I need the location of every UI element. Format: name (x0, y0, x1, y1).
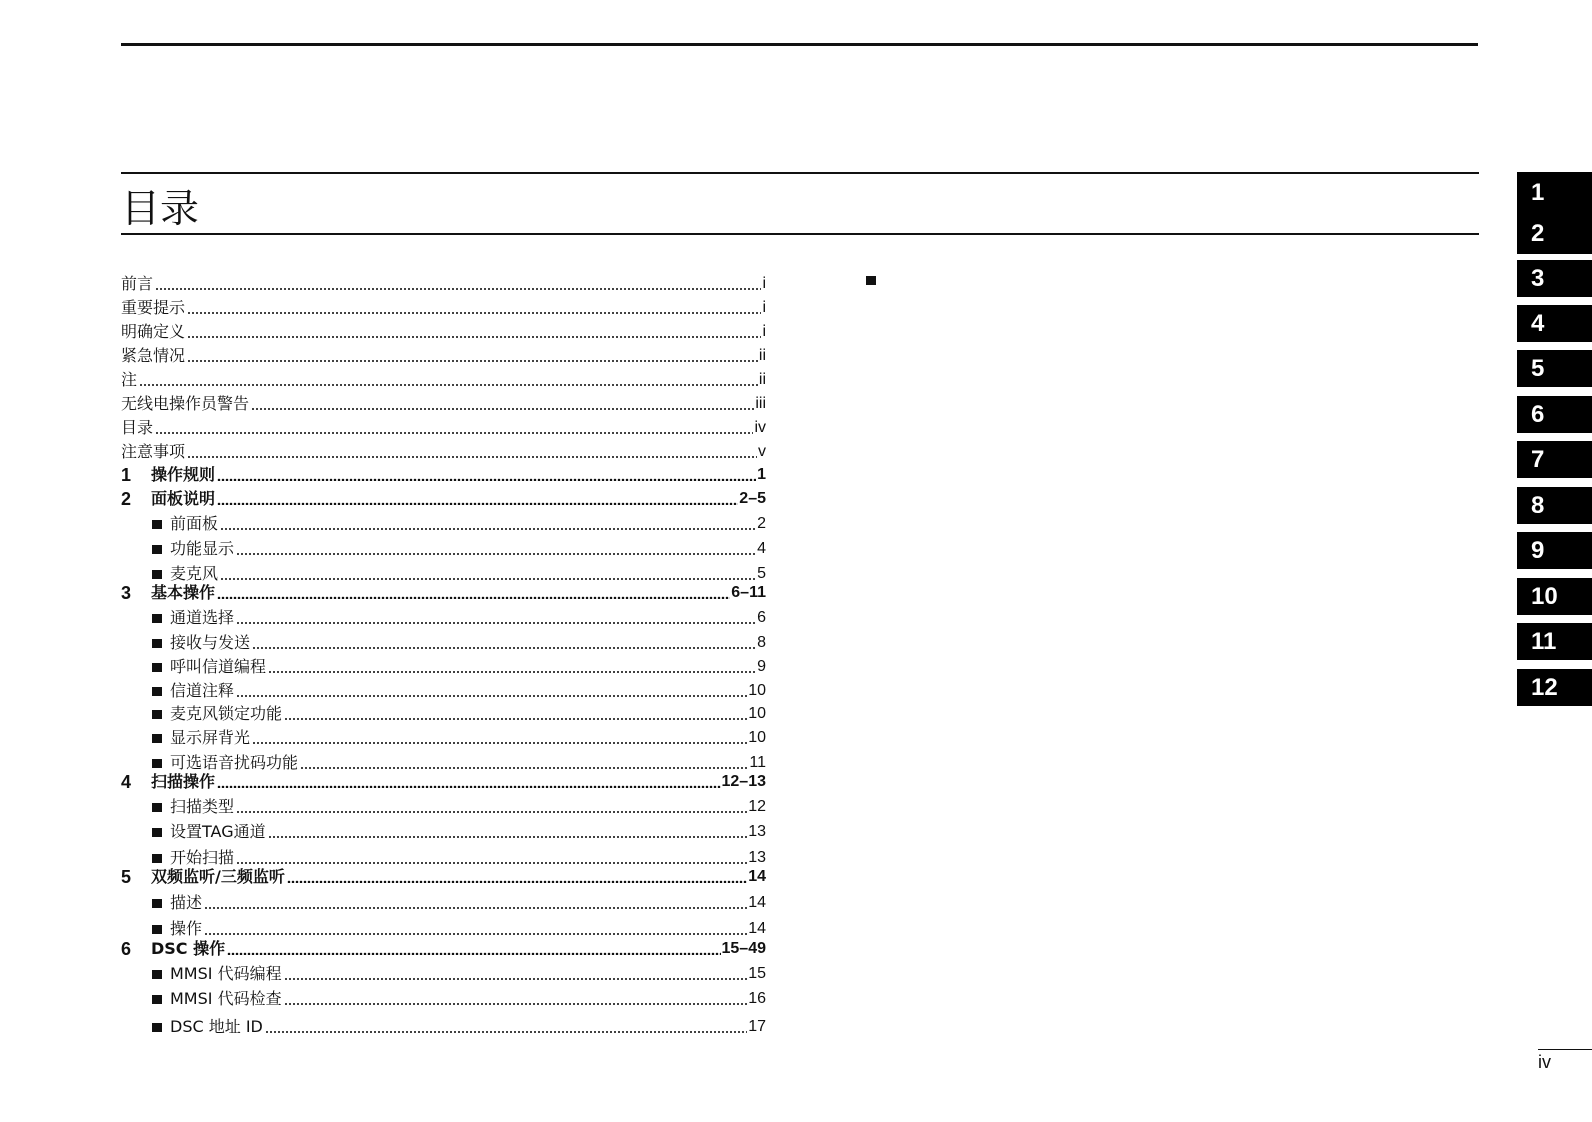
toc-page-number: v (758, 443, 766, 460)
toc-label: 明确定义 (121, 322, 186, 341)
dot-leader (204, 921, 747, 935)
toc-label: 麦克风 (170, 564, 219, 583)
dot-leader (284, 966, 748, 980)
dot-leader (204, 895, 747, 909)
toc-page-number: 2 (757, 515, 766, 532)
page-number-rule (1538, 1049, 1592, 1050)
chapter-tab-label: 1 (1531, 178, 1545, 206)
toc-section-row[interactable] (150, 702, 766, 724)
toc-label: 目录 (121, 418, 154, 437)
dot-leader (187, 348, 758, 362)
toc-page-number: 10 (748, 729, 766, 746)
dot-leader (236, 799, 747, 813)
dot-leader (139, 372, 758, 386)
toc-page-number: 4 (757, 540, 766, 557)
toc-page-number: 9 (757, 658, 766, 675)
toc-label: 紧急情况 (121, 346, 186, 365)
toc-entry-row[interactable] (121, 440, 766, 462)
toc-label: 通道选择 (170, 608, 235, 627)
toc-chapter-row[interactable] (121, 865, 766, 887)
bullet-square-icon (152, 1023, 162, 1032)
toc-page-number: 14 (748, 920, 766, 937)
toc-section-row[interactable] (150, 631, 766, 653)
toc-section-row[interactable] (150, 606, 766, 628)
toc-entry-row[interactable] (121, 368, 766, 390)
chapter-tab-label: 2 (1531, 219, 1545, 247)
toc-chapter-row[interactable] (121, 937, 766, 959)
toc-page-number: 6 (757, 609, 766, 626)
dot-leader (252, 730, 747, 744)
toc-page-number: 12–13 (721, 773, 766, 790)
toc-page-number: 14 (748, 868, 766, 885)
toc-label: 基本操作 (151, 583, 216, 602)
bullet-square-icon (152, 734, 162, 743)
toc-label: 接收与发送 (170, 633, 251, 652)
bullet-square-icon (152, 614, 162, 623)
toc-page-number: 17 (748, 1018, 766, 1035)
dot-leader (284, 706, 747, 720)
bullet-square-icon (152, 639, 162, 648)
toc-page-number: 15–49 (721, 940, 766, 957)
dot-leader (187, 444, 757, 458)
chapter-number: 4 (121, 772, 132, 792)
dot-leader (187, 324, 761, 338)
dot-leader (265, 1019, 747, 1033)
toc-chapter-row[interactable] (121, 487, 766, 509)
toc-label: 注意事项 (121, 442, 186, 461)
chapter-tab-4[interactable]: 4 (1517, 305, 1592, 342)
toc-label: 前言 (121, 274, 154, 293)
dot-leader (217, 491, 738, 505)
dot-leader (227, 941, 720, 955)
toc-page-number: iii (755, 395, 766, 412)
toc-chapter-row[interactable] (121, 770, 766, 792)
toc-label: 信道注释 (170, 681, 235, 700)
page-number: iv (1538, 1052, 1551, 1072)
dot-leader (284, 991, 748, 1005)
chapter-number: 1 (121, 465, 132, 485)
toc-page-number: 13 (748, 849, 766, 866)
toc-label: 描述 (170, 893, 203, 912)
bullet-square-icon (152, 995, 162, 1004)
dot-leader (155, 420, 753, 434)
toc-label: DSC 操作 (151, 939, 226, 958)
toc-label: 呼叫信道编程 (170, 657, 267, 676)
dot-leader (217, 467, 756, 481)
toc-section-row[interactable] (150, 917, 766, 939)
toc-entry-row[interactable] (121, 416, 766, 438)
toc-page-number: 6–11 (731, 584, 766, 601)
bullet-square-icon (152, 803, 162, 812)
bullet-square-icon (152, 854, 162, 863)
toc-page-number: 13 (748, 823, 766, 840)
dot-leader (155, 276, 761, 290)
bullet-square-icon (152, 925, 162, 934)
chapter-tab-10[interactable]: 10 (1517, 578, 1592, 615)
chapter-tab-1-2[interactable] (1517, 172, 1592, 254)
toc-label: 注 (121, 370, 138, 389)
toc-page-number: i (762, 275, 766, 292)
dot-leader (236, 850, 747, 864)
chapter-tab-11[interactable]: 11 (1517, 623, 1592, 660)
toc-entry-row[interactable] (121, 272, 766, 294)
dot-leader (236, 541, 756, 555)
chapter-tab-5[interactable]: 5 (1517, 350, 1592, 387)
toc-entry-row[interactable] (121, 296, 766, 318)
toc-section-row[interactable] (150, 1015, 766, 1037)
toc-label: 扫描类型 (170, 797, 235, 816)
toc-label: 显示屏背光 (170, 728, 251, 747)
toc-section-row[interactable] (150, 679, 766, 701)
toc-label: 操作规则 (151, 465, 216, 484)
chapter-tab-7[interactable]: 7 (1517, 441, 1592, 478)
toc-label: 前面板 (170, 514, 219, 533)
dot-leader (236, 683, 747, 697)
chapter-tab-9[interactable]: 9 (1517, 532, 1592, 569)
toc-page-number: ii (758, 347, 766, 364)
dot-leader (217, 585, 730, 599)
dot-leader (236, 610, 756, 624)
toc-page-number: 8 (757, 634, 766, 651)
toc-section-row[interactable] (150, 795, 766, 817)
toc-section-row[interactable] (150, 820, 766, 842)
toc-label: 操作 (170, 919, 203, 938)
chapter-tab-3[interactable]: 3 (1517, 260, 1592, 297)
dot-leader (220, 516, 756, 530)
dot-leader (251, 396, 754, 410)
toc-section-row[interactable] (150, 987, 766, 1009)
toc-page-number: 16 (748, 990, 766, 1007)
bullet-square-icon (152, 520, 162, 529)
bullet-square-icon (152, 570, 162, 579)
bullet-square-icon (152, 663, 162, 672)
toc-page-number: 10 (748, 682, 766, 699)
toc-label: 无线电操作员警告 (121, 394, 250, 413)
dot-leader (252, 635, 756, 649)
toc-entry-row[interactable] (121, 392, 766, 414)
toc-page-number: 1 (757, 466, 766, 483)
chapter-number: 5 (121, 867, 132, 887)
toc-label: 麦克风锁定功能 (170, 704, 283, 723)
bullet-square-icon (866, 276, 876, 285)
toc-label: 面板说明 (151, 489, 216, 508)
toc-label: 双频监听/三频监听 (151, 867, 285, 886)
bullet-square-icon (152, 899, 162, 908)
toc-page-number: i (762, 299, 766, 316)
toc-label: 扫描操作 (151, 772, 216, 791)
toc-entry-row[interactable] (121, 320, 766, 342)
dot-leader (217, 774, 720, 788)
toc-section-row[interactable] (150, 962, 766, 984)
toc-page-number: iv (754, 419, 766, 436)
toc-section-row[interactable] (150, 726, 766, 748)
toc-label: DSC 地址 ID (170, 1017, 263, 1036)
toc-page-number: 12 (748, 798, 766, 815)
toc-section-row[interactable] (150, 655, 766, 677)
bullet-square-icon (152, 710, 162, 719)
toc-chapter-row[interactable] (121, 581, 766, 603)
chapter-number: 2 (121, 489, 132, 509)
toc-section-row[interactable] (150, 537, 766, 559)
chapter-tab-12[interactable]: 12 (1517, 669, 1592, 706)
toc-label: 开始扫描 (170, 848, 235, 867)
toc-entry-row[interactable] (121, 344, 766, 366)
toc-page-number: 15 (748, 965, 766, 982)
bullet-square-icon (152, 970, 162, 979)
chapter-number: 6 (121, 939, 132, 959)
page-title: 目录 (121, 187, 200, 232)
toc-page-number: 10 (748, 705, 766, 722)
toc-page-number: ii (758, 371, 766, 388)
dot-leader (220, 566, 756, 580)
toc-page-number: 2–5 (739, 490, 766, 507)
toc-label: MMSI 代码检查 (170, 989, 282, 1008)
dot-leader (268, 659, 756, 673)
toc-page-number: 5 (757, 565, 766, 582)
toc-label: 可选语音扰码功能 (170, 753, 299, 772)
toc-label: 功能显示 (170, 539, 235, 558)
toc-label: 设置TAG通道 (170, 822, 266, 841)
toc-label: 重要提示 (121, 298, 186, 317)
dot-leader (187, 300, 761, 314)
bullet-square-icon (152, 759, 162, 768)
chapter-tab-6[interactable]: 6 (1517, 396, 1592, 433)
bullet-square-icon (152, 687, 162, 696)
toc-chapter-row[interactable] (121, 463, 766, 485)
toc-page-number: 11 (749, 754, 766, 771)
dot-leader (300, 755, 748, 769)
chapter-number: 3 (121, 583, 132, 603)
toc-page-number: i (762, 323, 766, 340)
toc-section-row[interactable] (150, 512, 766, 534)
bullet-square-icon (152, 545, 162, 554)
toc-label: MMSI 代码编程 (170, 964, 282, 983)
bullet-square-icon (152, 828, 162, 837)
toc-page-number: 14 (748, 894, 766, 911)
toc-section-row[interactable] (150, 891, 766, 913)
chapter-tab-8[interactable]: 8 (1517, 487, 1592, 524)
dot-leader (287, 869, 747, 883)
dot-leader (268, 824, 748, 838)
